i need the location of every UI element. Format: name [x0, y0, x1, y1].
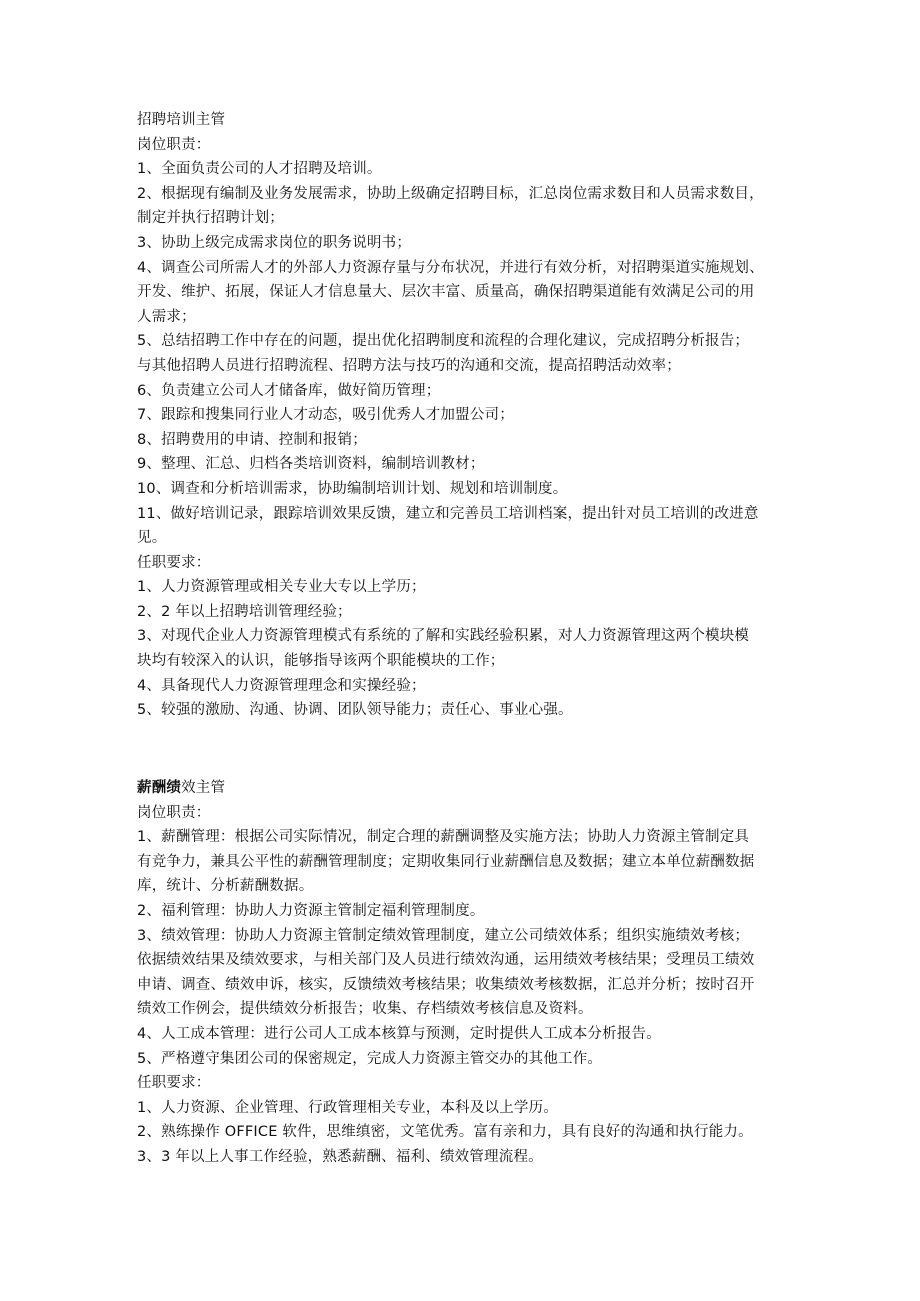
requirements-heading: 任职要求： — [137, 554, 211, 571]
requirement-line: 块均有较深入的认识，能够指导该两个职能模块的工作； — [137, 653, 505, 670]
duty-line: 1、全面负责公司的人才招聘及培训。 — [137, 161, 382, 178]
duty-line: 2、根据现有编制及业务发展需求，协助上级确定招聘目标，汇总岗位需求数目和人员需求数目， — [137, 185, 764, 202]
duty-line: 1、薪酬管理：根据公司实际情况，制定合理的薪酬调整及实施方法；协助人力资源主管制定具 — [137, 829, 750, 846]
duty-line: 2、福利管理：协助人力资源主管制定福利管理制度。 — [137, 902, 485, 919]
duty-line: 3、协助上级完成需求岗位的职务说明书； — [137, 234, 412, 251]
duty-line: 5、总结招聘工作中存在的问题，提出优化招聘制度和流程的合理化建议，完成招聘分析报告； — [137, 333, 750, 350]
duties-heading: 岗位职责： — [137, 804, 211, 821]
duty-line: 3、绩效管理：协助人力资源主管制定绩效管理制度，建立公司绩效体系；组织实施绩效考核； — [137, 927, 750, 944]
job-title — [137, 776, 797, 801]
requirement-line: 5、较强的激励、沟通、协调、团队领导能力；责任心、事业心强。 — [137, 702, 573, 719]
duty-line: 有竞争力，兼具公平性的薪酬管理制度；定期收集同行业薪酬信息及数据；建立本单位薪酬数据 — [137, 853, 755, 870]
duty-line: 依据绩效结果及绩效要求，与相关部门及人员进行绩效沟通，运用绩效考核结果；受理员工绩效 — [137, 952, 755, 969]
duty-line: 申请、调查、绩效申诉，核实，反馈绩效考核结果；收集绩效考核数据，汇总并分析；按时召开 — [137, 976, 755, 993]
requirement-line: 4、具备现代人力资源管理理念和实操经验； — [137, 677, 426, 694]
requirement-line: 1、人力资源、企业管理、行政管理相关专业，本科及以上学历。 — [137, 1099, 559, 1116]
duty-line: 见。 — [137, 530, 167, 547]
duty-line: 9、整理、汇总、归档各类培训资料，编制培训教材； — [137, 456, 485, 473]
requirement-line: 1、人力资源管理或相关专业大专以上学历； — [137, 579, 426, 596]
duty-line: 10、调查和分析培训需求，协助编制培训计划、规划和培训制度。 — [137, 480, 568, 497]
duty-line: 制定并执行招聘计划； — [137, 210, 284, 227]
job-section-recruitment-training-supervisor — [137, 108, 797, 723]
duties-heading: 岗位职责： — [137, 136, 211, 153]
duty-line: 库，统计、分析薪酬数据。 — [137, 878, 314, 895]
duty-line: 5、严格遵守集团公司的保密规定，完成人力资源主管交办的其他工作。 — [137, 1050, 603, 1067]
job-title-rest-part: 效主管 — [181, 780, 226, 796]
job-title: 招聘培训主管 — [137, 112, 226, 128]
job-title-bold-part: 薪酬绩 — [137, 780, 182, 796]
requirements-heading: 任职要求： — [137, 1075, 211, 1092]
duty-line: 7、跟踪和搜集同行业人才动态，吸引优秀人才加盟公司； — [137, 407, 514, 424]
duty-line: 4、调查公司所需人才的外部人力资源存量与分布状况，并进行有效分析，对招聘渠道实施规划、 — [137, 259, 764, 276]
requirement-line: 2、2 年以上招聘培训管理经验； — [137, 603, 352, 620]
duty-line: 与其他招聘人员进行招聘流程、招聘方法与技巧的沟通和交流，提高招聘活动效率； — [137, 357, 681, 374]
duty-line: 绩效工作例会，提供绩效分析报告；收集、存档绩效考核信息及资料。 — [137, 1001, 593, 1018]
duty-line: 开发、维护、拓展，保证人才信息量大、层次丰富、质量高，确保招聘渠道能有效满足公司的用 — [137, 284, 755, 301]
job-section-compensation-performance-supervisor — [137, 776, 797, 1170]
duty-line: 6、负责建立公司人才储备库，做好简历管理； — [137, 382, 441, 399]
duty-line: 4、人工成本管理：进行公司人工成本核算与预测，定时提供人工成本分析报告。 — [137, 1025, 661, 1042]
requirement-line: 2、熟练操作 OFFICE 软件，思维缜密，文笔优秀。富有亲和力，具有良好的沟通和执行能力。 — [137, 1124, 753, 1141]
duty-line: 11、做好培训记录，跟踪培训效果反馈，建立和完善员工培训档案，提出针对员工培训的改进意 — [137, 505, 759, 522]
requirement-line: 3、3 年以上人事工作经验，熟悉薪酬、福利、绩效管理流程。 — [137, 1148, 543, 1165]
duty-line: 8、招聘费用的申请、控制和报销； — [137, 431, 367, 448]
requirement-line: 3、对现代企业人力资源管理模式有系统的了解和实践经验积累，对人力资源管理这两个模块模 — [137, 628, 750, 645]
duty-line: 人需求； — [137, 308, 196, 325]
